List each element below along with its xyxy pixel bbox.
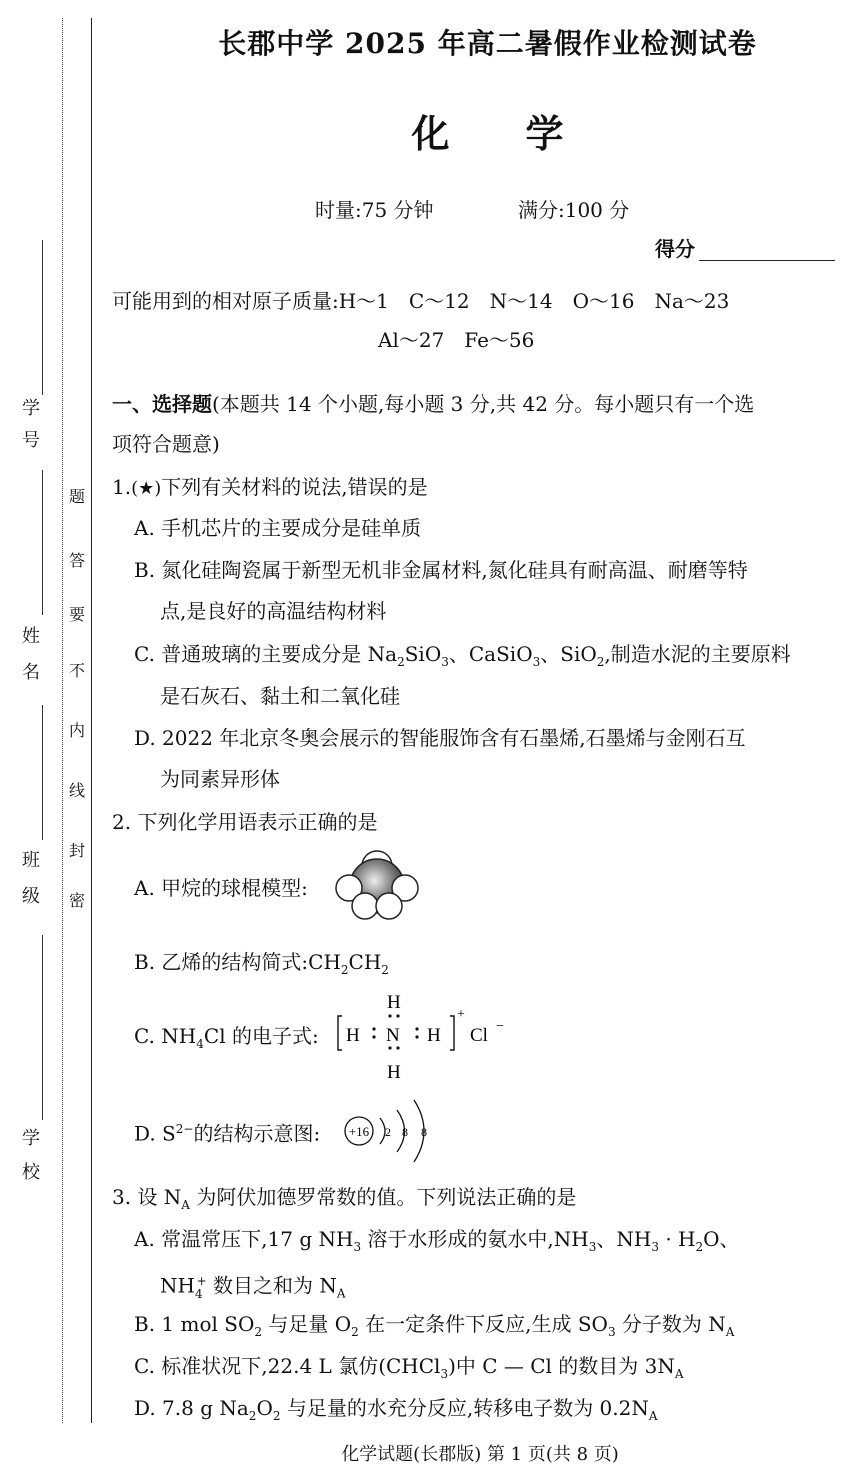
q3-option-a-line1: A. 常温常压下,17 g $NH_3$ 溶于水形成的氨水中$,NH_3$、$NH_3 \cdot H_2O$、 — [134, 1227, 740, 1254]
lewis-h-top: H — [387, 992, 401, 1013]
q1-option-d-line2: 为同素异形体 — [160, 767, 280, 791]
q3-b-pre: B. 1 mol SO — [134, 1312, 255, 1336]
star-icon: (★) — [131, 478, 162, 499]
seal-dotted-line — [62, 18, 63, 1423]
q3-a-pre: A. 常温常压下,17 g NH — [134, 1227, 354, 1251]
label-char: 名 — [22, 662, 40, 683]
atomic-mass-line2: Al～27 Fe～56 — [378, 328, 535, 352]
svg-text:−: − — [496, 1019, 504, 1034]
score-label: 得分 — [655, 237, 695, 261]
score-field — [655, 237, 835, 261]
q1-option-b-line2: 点,是良好的高温结构材料 — [160, 599, 387, 623]
lewis-h-right: H — [427, 1025, 441, 1046]
class-line — [42, 705, 43, 840]
q2-stem: 2. 下列化学用语表示正确的是 — [112, 810, 378, 834]
q2-option-a: A. 甲烷的球棍模型: — [134, 876, 308, 900]
ammonium-chloride-electron-formula — [334, 988, 514, 1084]
methane-ball-stick-model — [335, 850, 419, 920]
q3-d-pre: D. 7.8 g Na — [134, 1396, 249, 1420]
seal-char: 线 — [68, 781, 85, 800]
label-char: 姓 — [22, 626, 40, 647]
label-char: 学 — [22, 1128, 40, 1149]
q2-option-d: D. $S^{2-}$的结构示意图: — [134, 1121, 321, 1146]
subject-title: 化 学 — [411, 111, 564, 156]
q3-b-mid1: 与足量 O — [262, 1312, 352, 1336]
q2-c-post: Cl 的电子式: — [203, 1024, 319, 1048]
school-line — [42, 935, 43, 1120]
score-blank — [699, 240, 835, 261]
q1-c-pre: C. 普通玻璃的主要成分是 Na — [134, 642, 398, 666]
label-char: 号 — [22, 430, 40, 451]
q1-option-c-line2: 是石灰石、黏土和二氧化硅 — [160, 684, 400, 708]
lewis-h-bottom: H — [387, 1062, 401, 1083]
page-footer: 化学试题(长郡版) 第 1 页(共 8 页) — [341, 1444, 619, 1465]
sulfide-ion-structure-diagram — [342, 1094, 446, 1168]
q3-c-post: )中 C — Cl 的数目为 3N — [448, 1354, 675, 1378]
student-id-line — [42, 240, 43, 395]
q1-stem — [112, 475, 428, 501]
seal-char: 答 — [68, 551, 85, 570]
q1-option-a: A. 手机芯片的主要成分是硅单质 — [134, 516, 422, 540]
section-heading: 一、选择题 — [112, 392, 212, 416]
q1-option-b-line1: B. 氮化硅陶瓷属于新型无机非金属材料,氮化硅具有耐高温、耐磨等特 — [134, 558, 748, 582]
q1-c-post: ,制造水泥的主要原料 — [604, 642, 791, 666]
q3-d-post: 与足量的水充分反应,转移电子数为 0.2N — [280, 1396, 649, 1420]
q3-c-pre: C. 标准状况下,22.4 L 氯仿(CHCl — [134, 1354, 441, 1378]
lewis-n: N — [386, 1025, 400, 1046]
q2-d-post: 的结构示意图: — [193, 1121, 321, 1146]
seal-char: 内 — [68, 721, 85, 740]
full-score: 满分:100 分 — [518, 198, 630, 222]
seal-char: 密 — [68, 891, 85, 910]
lewis-h-left: H — [346, 1025, 360, 1046]
q2-option-b: B. 乙烯的结构简式$:CH_2CH_2$ — [134, 950, 389, 977]
lewis-cl: Cl — [470, 1025, 488, 1046]
seal-char: 封 — [68, 841, 85, 860]
q3-option-c: C. 标准状况下,22.4 L 氯仿(CHCl$_3$)中 C — Cl 的数目为 $3N_A$ — [134, 1354, 684, 1381]
nucleus-charge: +16 — [348, 1124, 370, 1139]
label-char: 班 — [22, 850, 40, 871]
q1-stem-text: 下列有关材料的说法,错误的是 — [161, 475, 428, 499]
q2-option-c: C. $NH_4Cl$ 的电子式: — [134, 1024, 319, 1051]
label-char: 级 — [22, 886, 40, 907]
label-char: 学 — [22, 398, 40, 419]
q3-stem-post: 为阿伏加德罗常数的值。下列说法正确的是 — [189, 1185, 577, 1209]
shell-2: 8 — [402, 1125, 408, 1139]
seal-char: 不 — [68, 661, 85, 680]
shell-1: 2 — [385, 1125, 391, 1139]
q3-b-post: 分子数为 N — [615, 1312, 726, 1336]
q3-stem-pre: 3. 设 N — [112, 1185, 182, 1209]
q2-c-pre: C. NH — [134, 1024, 197, 1048]
name-line — [42, 470, 43, 615]
q2-b-text: B. 乙烯的结构简式: — [134, 950, 309, 974]
exam-title: 长郡中学 2025 年高二暑假作业检测试卷 — [218, 27, 757, 60]
section-heading-line — [112, 392, 754, 416]
margin-solid-line — [91, 18, 92, 1423]
q3-option-d: D. 7.8 g $Na_2O_2$ 与足量的水充分反应,转移电子数为 $0.2N_A$ — [134, 1396, 658, 1423]
q3-option-b: B. 1 mol $SO_2$ 与足量 $O_2$ 在一定条件下反应,生成 $SO_3$ 分子数为 $N_A$ — [134, 1312, 735, 1339]
seal-char: 题 — [68, 487, 85, 506]
atomic-mass-line1: 可能用到的相对原子质量:H～1 C～12 N～14 O～16 Na～23 — [112, 289, 730, 313]
q1-option-c-line1: C. 普通玻璃的主要成分是 $Na_2SiO_3$、CaSiO$_3$、SiO$_2$,制造水泥的主要原料 — [134, 642, 791, 669]
svg-text:+: + — [457, 1007, 465, 1022]
q1-option-d-line1: D. 2022 年北京冬奥会展示的智能服饰含有石墨烯,石墨烯与金刚石互 — [134, 726, 746, 750]
section-desc-2: 项符合题意) — [112, 432, 220, 456]
label-char: 校 — [22, 1162, 40, 1183]
q1-num: 1. — [112, 475, 132, 499]
section-desc: (本题共 14 个小题,每小题 3 分,共 42 分。每小题只有一个选 — [212, 392, 755, 416]
time-limit: 时量:75 分钟 — [315, 198, 434, 222]
q2-d-pre: D. S — [134, 1121, 176, 1146]
q3-stem: 3. 设 $N_A$ 为阿伏加德罗常数的值。下列说法正确的是 — [112, 1185, 577, 1212]
seal-char: 要 — [68, 605, 85, 624]
q3-a-post: 数目之和为 N — [206, 1273, 337, 1298]
shell-3: 8 — [421, 1125, 427, 1139]
q3-option-a-line2: $NH_4^+$ 数目之和为 $N_A$ — [160, 1273, 346, 1301]
q3-a-mid: 溶于水形成的氨水中,NH — [361, 1227, 589, 1251]
q3-b-mid2: 在一定条件下反应,生成 SO — [358, 1312, 608, 1336]
